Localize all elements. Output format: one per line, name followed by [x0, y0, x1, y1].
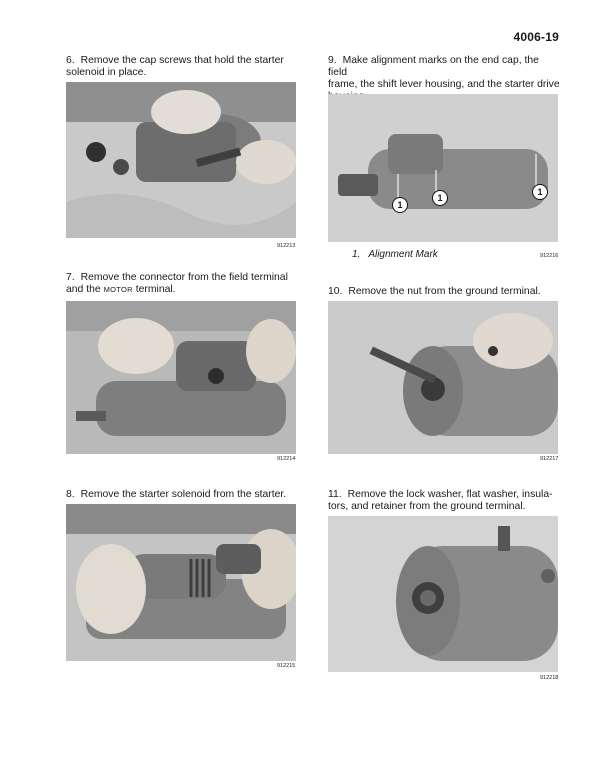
step-9-number: 9.	[328, 55, 337, 66]
photo-id-912218: 912218	[540, 675, 559, 681]
alignment-mark-callout-2: 1	[432, 190, 448, 206]
photo-step-6-illustration	[66, 82, 296, 238]
step-11-line1: Remove the lock washer, flat washer, insula-	[347, 489, 553, 500]
step-9-line1: Make alignment marks on the end cap, the field	[328, 55, 539, 78]
photo-step-7-connector-removal	[66, 301, 296, 454]
photo-step-7-illustration	[66, 301, 296, 454]
step-6-number: 6.	[66, 55, 75, 66]
alignment-mark-callout-3: 1	[532, 184, 548, 200]
photo-id-912214: 912214	[277, 456, 296, 462]
legend-text: Alignment Mark	[368, 249, 438, 260]
photo-step-10-illustration	[328, 301, 558, 454]
step-7-line1: Remove the connector from the field terminal	[80, 272, 288, 283]
photo-id-912213: 912213	[277, 243, 296, 249]
step-9-line2: frame, the shift lever housing, and the starter drive	[328, 79, 560, 90]
photo-step-9-illustration	[328, 94, 558, 242]
photo-step-8-illustration	[66, 504, 296, 661]
photo-step-6-solenoid-cap-screws	[66, 82, 296, 238]
step-8-text	[66, 489, 306, 501]
step-10-text	[328, 286, 568, 298]
page-number: 4006-19	[513, 30, 559, 44]
step-7-motor-term: MOTOR	[103, 285, 133, 294]
step-8-line1: Remove the starter solenoid from the starter.	[80, 489, 287, 500]
figure-legend	[352, 249, 438, 260]
photo-step-10-ground-nut	[328, 301, 558, 454]
step-7-line2-pre: and the	[66, 284, 104, 295]
step-11-line2: tors, and retainer from the ground terminal.	[328, 501, 526, 512]
step-10-line1: Remove the nut from the ground terminal.	[348, 286, 541, 297]
photo-id-912215: 912215	[277, 663, 296, 669]
alignment-mark-callout-1: 1	[392, 197, 408, 213]
step-6-text	[66, 55, 298, 79]
step-7-text	[66, 272, 306, 296]
photo-step-11-illustration	[328, 516, 558, 672]
step-11-number: 11.	[328, 489, 342, 500]
step-11-text	[328, 489, 568, 513]
step-7-number: 7.	[66, 272, 75, 283]
step-6-line1: Remove the cap screws that hold the starter	[80, 55, 284, 66]
photo-id-912217: 912217	[540, 456, 559, 462]
photo-step-9-alignment-marks	[328, 94, 558, 242]
step-6-line2: solenoid in place.	[66, 67, 147, 78]
step-8-number: 8.	[66, 489, 75, 500]
photo-step-8-solenoid-removal	[66, 504, 296, 661]
photo-id-912216: 912216	[540, 253, 559, 259]
photo-step-11-ground-terminal-parts	[328, 516, 558, 672]
step-7-line2-post: terminal.	[132, 284, 176, 295]
legend-number: 1.	[352, 249, 361, 260]
step-10-number: 10.	[328, 286, 343, 297]
